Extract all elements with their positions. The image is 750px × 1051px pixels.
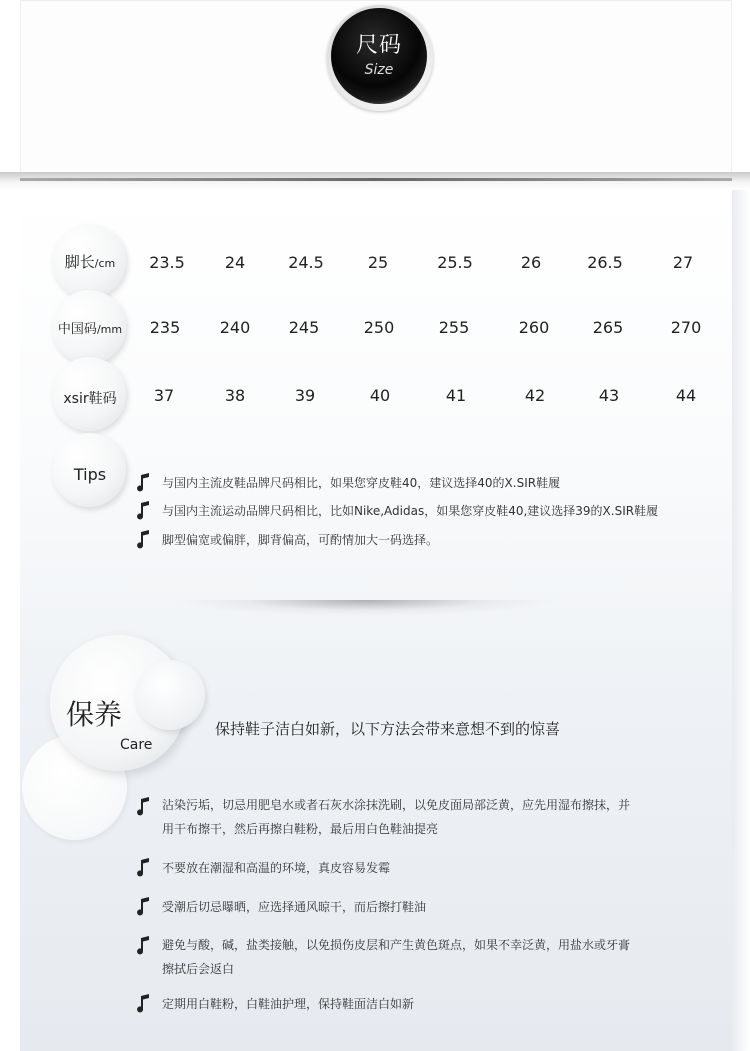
music-note-icon [135,858,151,878]
size-cell: 255 [438,318,470,337]
size-cell: 235 [149,318,181,337]
size-cell: 38 [224,386,246,405]
size-cell: 25.5 [437,253,473,272]
size-cell: 26 [520,253,542,272]
care-item-line: 沾染污垢，切忌用肥皂水或者石灰水涂抹洗刷，以免皮面局部泛黄，应先用湿布擦抹，并 [162,798,631,812]
tips-label: Tips [73,465,107,484]
music-note-icon [135,936,151,956]
care-intro: 保持鞋子洁白如新，以下方法会带来意想不到的惊喜 [215,720,561,738]
row-label-text: 中国码 [57,322,97,337]
row-label-text: xsir鞋码 [63,391,117,407]
tip-item: 与国内主流皮鞋品牌尺码相比，如果您穿皮鞋40，建议选择40的X.SIR鞋履 [162,476,561,490]
care-item-line: 受潮后切忌曝晒，应选择通风晾干，而后擦打鞋油 [162,900,427,914]
row-label-unit: /cm [94,257,116,270]
music-note-icon [135,994,151,1014]
section-divider [175,600,555,616]
size-cell: 260 [518,318,550,337]
care-item [162,992,414,1016]
care-item [162,933,630,981]
care-title: 保养 [66,698,123,731]
right-shadow [732,190,750,1051]
care-item [162,856,390,880]
size-cell: 270 [670,318,702,337]
size-cell: 25 [367,253,389,272]
size-cell: 44 [675,386,697,405]
tip-item: 脚型偏宽或偏胖，脚背偏高，可酌情加大一码选择。 [162,533,439,547]
music-note-icon [135,501,151,521]
tip-item: 与国内主流运动品牌尺码相比，比如Nike,Adidas，如果您穿皮鞋40,建议选择39的X.SIR鞋履 [162,504,659,518]
music-note-icon [135,897,151,917]
row-label-text: 脚长 [64,253,95,271]
page-subtitle: Size [364,62,394,78]
size-cell: 265 [592,318,624,337]
size-cell: 42 [524,386,546,405]
row-label-foot-length [40,251,140,272]
care-item-line: 用干布擦干，然后再擦白鞋粉，最后用白色鞋油提亮 [162,822,439,836]
size-cell: 41 [445,386,467,405]
care-item-line: 定期用白鞋粉，白鞋油护理，保持鞋面洁白如新 [162,997,415,1011]
care-subtitle: Care [120,737,153,753]
size-cell: 27 [672,253,694,272]
size-cell: 43 [598,386,620,405]
care-circle-decoration [135,660,205,730]
size-cell: 37 [153,386,175,405]
size-cell: 23.5 [149,253,185,272]
size-cell: 40 [369,386,391,405]
care-item-line: 不要放在潮湿和高温的环境，真皮容易发霉 [162,861,391,875]
music-note-icon [135,530,151,550]
row-label-unit: /mm [96,323,123,336]
size-cell: 24.5 [288,253,324,272]
care-item [162,895,426,919]
row-label-xsir-size [40,388,140,408]
header-divider-band [0,172,750,190]
page-title: 尺码 [355,33,402,58]
music-note-icon [135,797,151,817]
size-cell: 24 [224,253,246,272]
header-divider-line [20,178,732,181]
care-item-line: 避免与酸，碱，盐类接触，以免损伤皮层和产生黄色斑点，如果不幸泛黄，用盐水或牙膏 [162,938,631,952]
care-item-line: 擦拭后会返白 [162,962,235,976]
size-cell: 39 [294,386,316,405]
music-note-icon [135,473,151,493]
row-label-china-size [40,318,140,337]
care-item [162,793,630,841]
size-cell: 240 [219,318,251,337]
size-cell: 245 [288,318,320,337]
size-cell: 26.5 [587,253,623,272]
size-cell: 250 [363,318,395,337]
